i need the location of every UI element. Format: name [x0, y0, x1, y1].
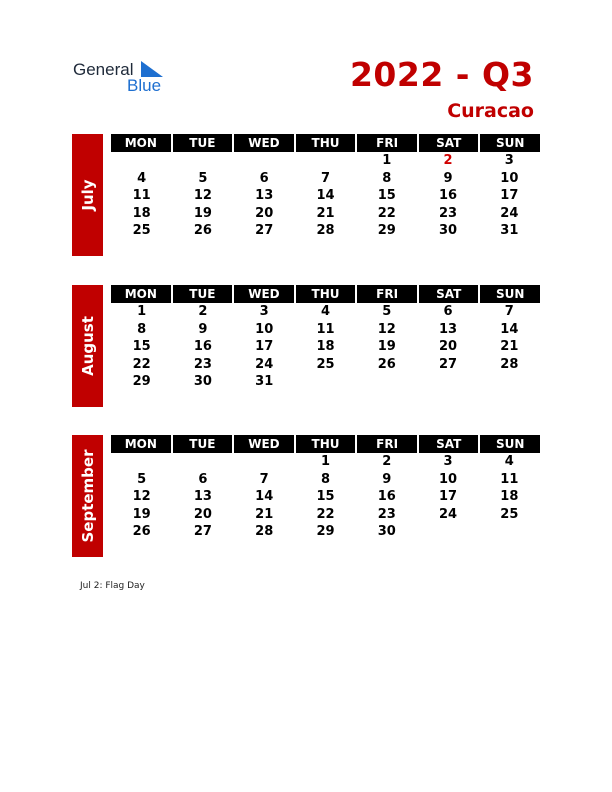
week-row: [111, 205, 540, 223]
day-cell: 14: [500, 321, 519, 337]
day-cell: 22: [316, 506, 335, 522]
day-cell: [111, 453, 172, 471]
week-row: [111, 222, 540, 240]
week-row: [111, 506, 540, 524]
week-row: [111, 152, 540, 170]
day-cell: 30: [377, 524, 396, 539]
page-title: 2022 - Q3: [349, 55, 534, 94]
day-cell: 20: [439, 339, 458, 354]
logo: [73, 60, 173, 96]
day-cell: 5: [382, 304, 392, 319]
week-row: [111, 471, 540, 489]
day-header: THU: [296, 285, 356, 303]
day-cell: 28: [500, 356, 519, 372]
week-row: [111, 453, 540, 471]
month-grid: [111, 285, 540, 391]
day-header-row: [111, 435, 540, 453]
day-cell: 28: [255, 524, 274, 539]
day-cell: 19: [132, 506, 151, 522]
day-cell: 31: [500, 223, 519, 238]
week-row: [111, 488, 540, 506]
day-cell: 30: [193, 374, 212, 389]
day-cell: 10: [500, 170, 519, 186]
day-cell: 4: [320, 304, 330, 319]
month-september: [72, 435, 540, 557]
day-cell: [479, 523, 540, 541]
month-grid: [111, 435, 540, 541]
day-cell: 16: [439, 188, 458, 203]
day-cell: [479, 373, 540, 391]
day-cell: 16: [193, 339, 212, 354]
day-cell: 8: [137, 321, 147, 337]
day-header: SUN: [480, 134, 540, 152]
day-cell: 6: [198, 471, 208, 487]
day-cell: 24: [500, 205, 519, 221]
day-header: MON: [111, 435, 171, 453]
day-cell: 11: [500, 471, 519, 487]
day-cell: 3: [443, 454, 453, 469]
day-cell: [356, 373, 417, 391]
day-header: SAT: [419, 285, 479, 303]
day-cell: 7: [504, 304, 514, 319]
day-cell: 20: [255, 205, 274, 221]
day-cell: 4: [137, 170, 147, 186]
day-cell: 20: [193, 506, 212, 522]
month-tab: [72, 435, 103, 557]
day-header: SUN: [480, 435, 540, 453]
day-header: WED: [234, 134, 294, 152]
day-cell: 14: [255, 489, 274, 504]
day-header: SAT: [419, 435, 479, 453]
day-cell: 9: [443, 170, 453, 186]
day-cell: 16: [377, 489, 396, 504]
day-header: SAT: [419, 134, 479, 152]
day-cell: [111, 152, 172, 170]
day-header: TUE: [173, 134, 233, 152]
day-cell: 17: [500, 188, 519, 203]
day-cell: 5: [198, 170, 208, 186]
day-cell: [295, 152, 356, 170]
day-header: SUN: [480, 285, 540, 303]
day-cell: 17: [439, 489, 458, 504]
day-cell: 30: [439, 223, 458, 238]
week-row: [111, 187, 540, 205]
day-cell: 29: [377, 223, 396, 238]
day-header: MON: [111, 285, 171, 303]
day-cell: 17: [255, 339, 274, 354]
day-cell: 24: [255, 356, 274, 372]
day-cell: 9: [198, 321, 208, 337]
day-cell: 21: [500, 339, 519, 354]
day-cell: 12: [377, 321, 396, 337]
day-cell: [234, 453, 295, 471]
day-cell: [234, 152, 295, 170]
day-cell: 26: [377, 356, 396, 372]
day-header: THU: [296, 134, 356, 152]
day-cell: 2: [198, 304, 208, 319]
day-cell: 25: [132, 223, 151, 238]
day-cell: 12: [193, 188, 212, 203]
week-row: [111, 338, 540, 356]
day-cell: 3: [259, 304, 269, 319]
day-cell: 1: [137, 304, 147, 319]
day-cell: 22: [132, 356, 151, 372]
day-cell: 27: [255, 223, 274, 238]
day-cell: 1: [382, 153, 392, 168]
day-cell: 26: [132, 524, 151, 539]
month-tab: [72, 285, 103, 407]
day-header: TUE: [173, 285, 233, 303]
day-cell: [295, 373, 356, 391]
day-header: FRI: [357, 285, 417, 303]
day-cell: 5: [137, 471, 147, 487]
day-cell: 15: [377, 188, 396, 203]
day-cell: 23: [439, 205, 458, 221]
day-cell: 11: [132, 188, 151, 203]
day-cell: 27: [193, 524, 212, 539]
day-cell: 2: [443, 153, 453, 168]
day-header: THU: [296, 435, 356, 453]
day-cell: 2: [382, 454, 392, 469]
day-cell: 12: [132, 489, 151, 504]
day-cell: 11: [316, 321, 335, 337]
day-header-row: [111, 285, 540, 303]
month-label: August: [78, 316, 97, 376]
day-cell: 13: [439, 321, 458, 337]
day-cell: 6: [259, 170, 269, 186]
day-header: WED: [234, 435, 294, 453]
day-cell: 15: [316, 489, 335, 504]
day-cell: 14: [316, 188, 335, 203]
day-cell: 24: [439, 506, 458, 522]
day-cell: 25: [316, 356, 335, 372]
day-cell: 8: [382, 170, 392, 186]
day-cell: 23: [193, 356, 212, 372]
month-tab: [72, 134, 103, 256]
day-cell: 29: [132, 374, 151, 389]
day-header: FRI: [357, 134, 417, 152]
day-cell: 25: [500, 506, 519, 522]
day-cell: 18: [500, 489, 519, 504]
week-row: [111, 356, 540, 374]
month-august: [72, 285, 540, 407]
day-header: MON: [111, 134, 171, 152]
month-label: September: [78, 449, 97, 543]
day-cell: 23: [377, 506, 396, 522]
day-cell: 4: [504, 454, 514, 469]
day-cell: 13: [255, 188, 274, 203]
month-label: July: [78, 179, 97, 211]
day-header-row: [111, 134, 540, 152]
week-row: [111, 373, 540, 391]
day-cell: 31: [255, 374, 274, 389]
day-cell: 28: [316, 223, 335, 238]
day-cell: 7: [320, 170, 330, 186]
day-cell: 10: [255, 321, 274, 337]
day-cell: [417, 373, 478, 391]
day-header: TUE: [173, 435, 233, 453]
week-row: [111, 523, 540, 541]
day-cell: 1: [320, 454, 330, 469]
day-cell: 9: [382, 471, 392, 487]
week-row: [111, 170, 540, 188]
day-cell: 6: [443, 304, 453, 319]
day-cell: 21: [316, 205, 335, 221]
country-name: Curacao: [447, 100, 534, 122]
day-cell: 3: [504, 153, 514, 168]
month-july: [72, 134, 540, 256]
day-cell: 19: [193, 205, 212, 221]
week-row: [111, 303, 540, 321]
day-cell: 18: [316, 339, 335, 354]
day-cell: 10: [439, 471, 458, 487]
holidays-note: Jul 2: Flag Day: [80, 581, 145, 591]
week-row: [111, 321, 540, 339]
day-header: FRI: [357, 435, 417, 453]
month-grid: [111, 134, 540, 240]
day-cell: 26: [193, 223, 212, 238]
day-cell: 21: [255, 506, 274, 522]
day-cell: 27: [439, 356, 458, 372]
day-cell: [172, 453, 233, 471]
day-cell: 29: [316, 524, 335, 539]
day-cell: 8: [320, 471, 330, 487]
day-cell: 13: [193, 489, 212, 504]
logo-text-blue: Blue: [127, 76, 162, 95]
day-cell: [417, 523, 478, 541]
day-cell: 15: [132, 339, 151, 354]
logo-triangle-icon: [141, 61, 163, 77]
logo-text-general: General: [73, 60, 134, 79]
day-cell: [172, 152, 233, 170]
day-cell: 7: [259, 471, 269, 487]
day-cell: 19: [377, 339, 396, 354]
day-cell: 18: [132, 205, 151, 221]
day-cell: 22: [377, 205, 396, 221]
day-header: WED: [234, 285, 294, 303]
